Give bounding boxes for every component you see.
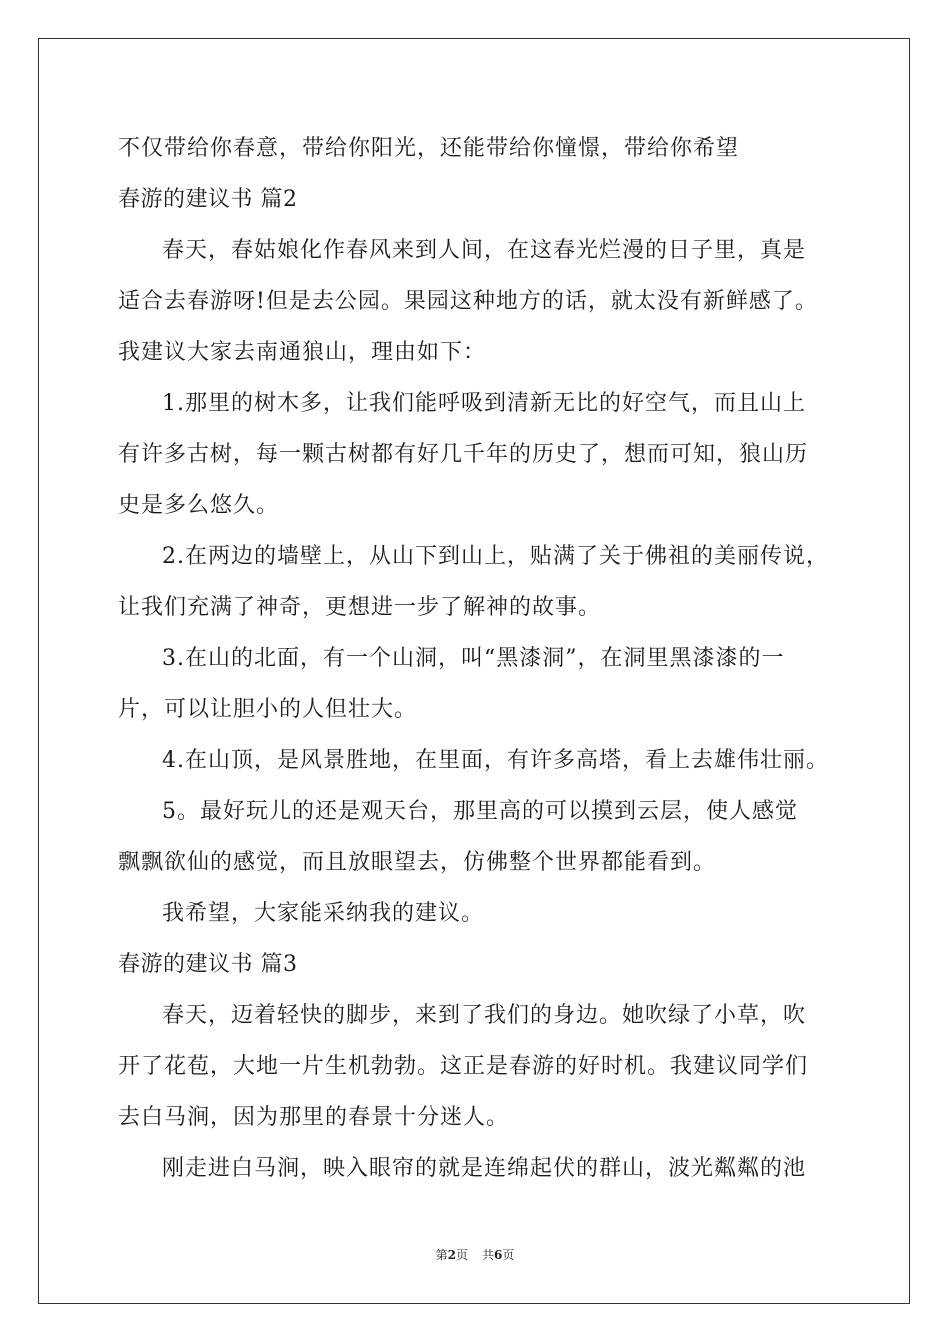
- text-line-12: 片，可以让胆小的人但壮大。: [118, 697, 418, 722]
- page-footer: [0, 1247, 950, 1263]
- total-prefix: 共: [482, 1248, 495, 1262]
- text-line-4: 适合去春游呀!但是去公园。果园这种地方的话，就太没有新鲜感了。: [118, 289, 818, 314]
- section-heading-3: 春游的建议书 篇3: [118, 952, 298, 977]
- section-heading-2: 春游的建议书 篇2: [118, 187, 298, 212]
- text-line-20: 去白马涧，因为那里的春景十分迷人。: [118, 1105, 510, 1130]
- text-line-7: 有许多古树，每一颗古树都有好几千年的历史了，想而可知，狼山历: [118, 442, 809, 467]
- page-number: 2: [447, 1248, 456, 1262]
- text-line-19: 开了花苞，大地一片生机勃勃。这正是春游的好时机。我建议同学们: [118, 1054, 809, 1079]
- total-suffix: 页: [502, 1248, 515, 1262]
- text-line-8: 史是多么悠久。: [118, 493, 280, 518]
- text-line-5: 我建议大家去南通狼山，理由如下：: [118, 340, 487, 365]
- text-line-3: 春天，春姑娘化作春风来到人间，在这春光烂漫的日子里，真是: [162, 238, 807, 263]
- text-line-6: 1.那里的树木多，让我们能呼吸到清新无比的好空气，而且山上: [162, 391, 806, 416]
- text-line-14: 5。最好玩儿的还是观天台，那里高的可以摸到云层，使人感觉: [162, 799, 798, 824]
- page-suffix: 页: [455, 1248, 468, 1262]
- text-line-16: 我希望，大家能采纳我的建议。: [162, 901, 485, 926]
- text-line-15: 飘飘欲仙的感觉，而且放眼望去，仿佛整个世界都能看到。: [118, 850, 717, 875]
- page-prefix: 第: [435, 1248, 448, 1262]
- text-line-10: 让我们充满了神奇，更想进一步了解神的故事。: [118, 595, 602, 620]
- text-line-11: 3.在山的北面，有一个山洞，叫“黑漆洞”，在洞里黑漆漆的一: [162, 646, 785, 671]
- text-line-13: 4.在山顶，是风景胜地，在里面，有许多高塔，看上去雄伟壮丽。: [162, 748, 829, 773]
- text-line-9: 2.在两边的墙壁上，从山下到山上，贴满了关于佛祖的美丽传说，: [162, 544, 829, 569]
- text-line-18: 春天，迈着轻快的脚步，来到了我们的身边。她吹绿了小草，吹: [162, 1003, 807, 1028]
- total-pages: 6: [494, 1248, 503, 1262]
- text-line-1: 不仅带给你春意，带给你阳光，还能带给你憧憬，带给你希望: [118, 136, 740, 161]
- text-line-21: 刚走进白马涧，映入眼帘的就是连绵起伏的群山，波光粼粼的池: [162, 1156, 807, 1181]
